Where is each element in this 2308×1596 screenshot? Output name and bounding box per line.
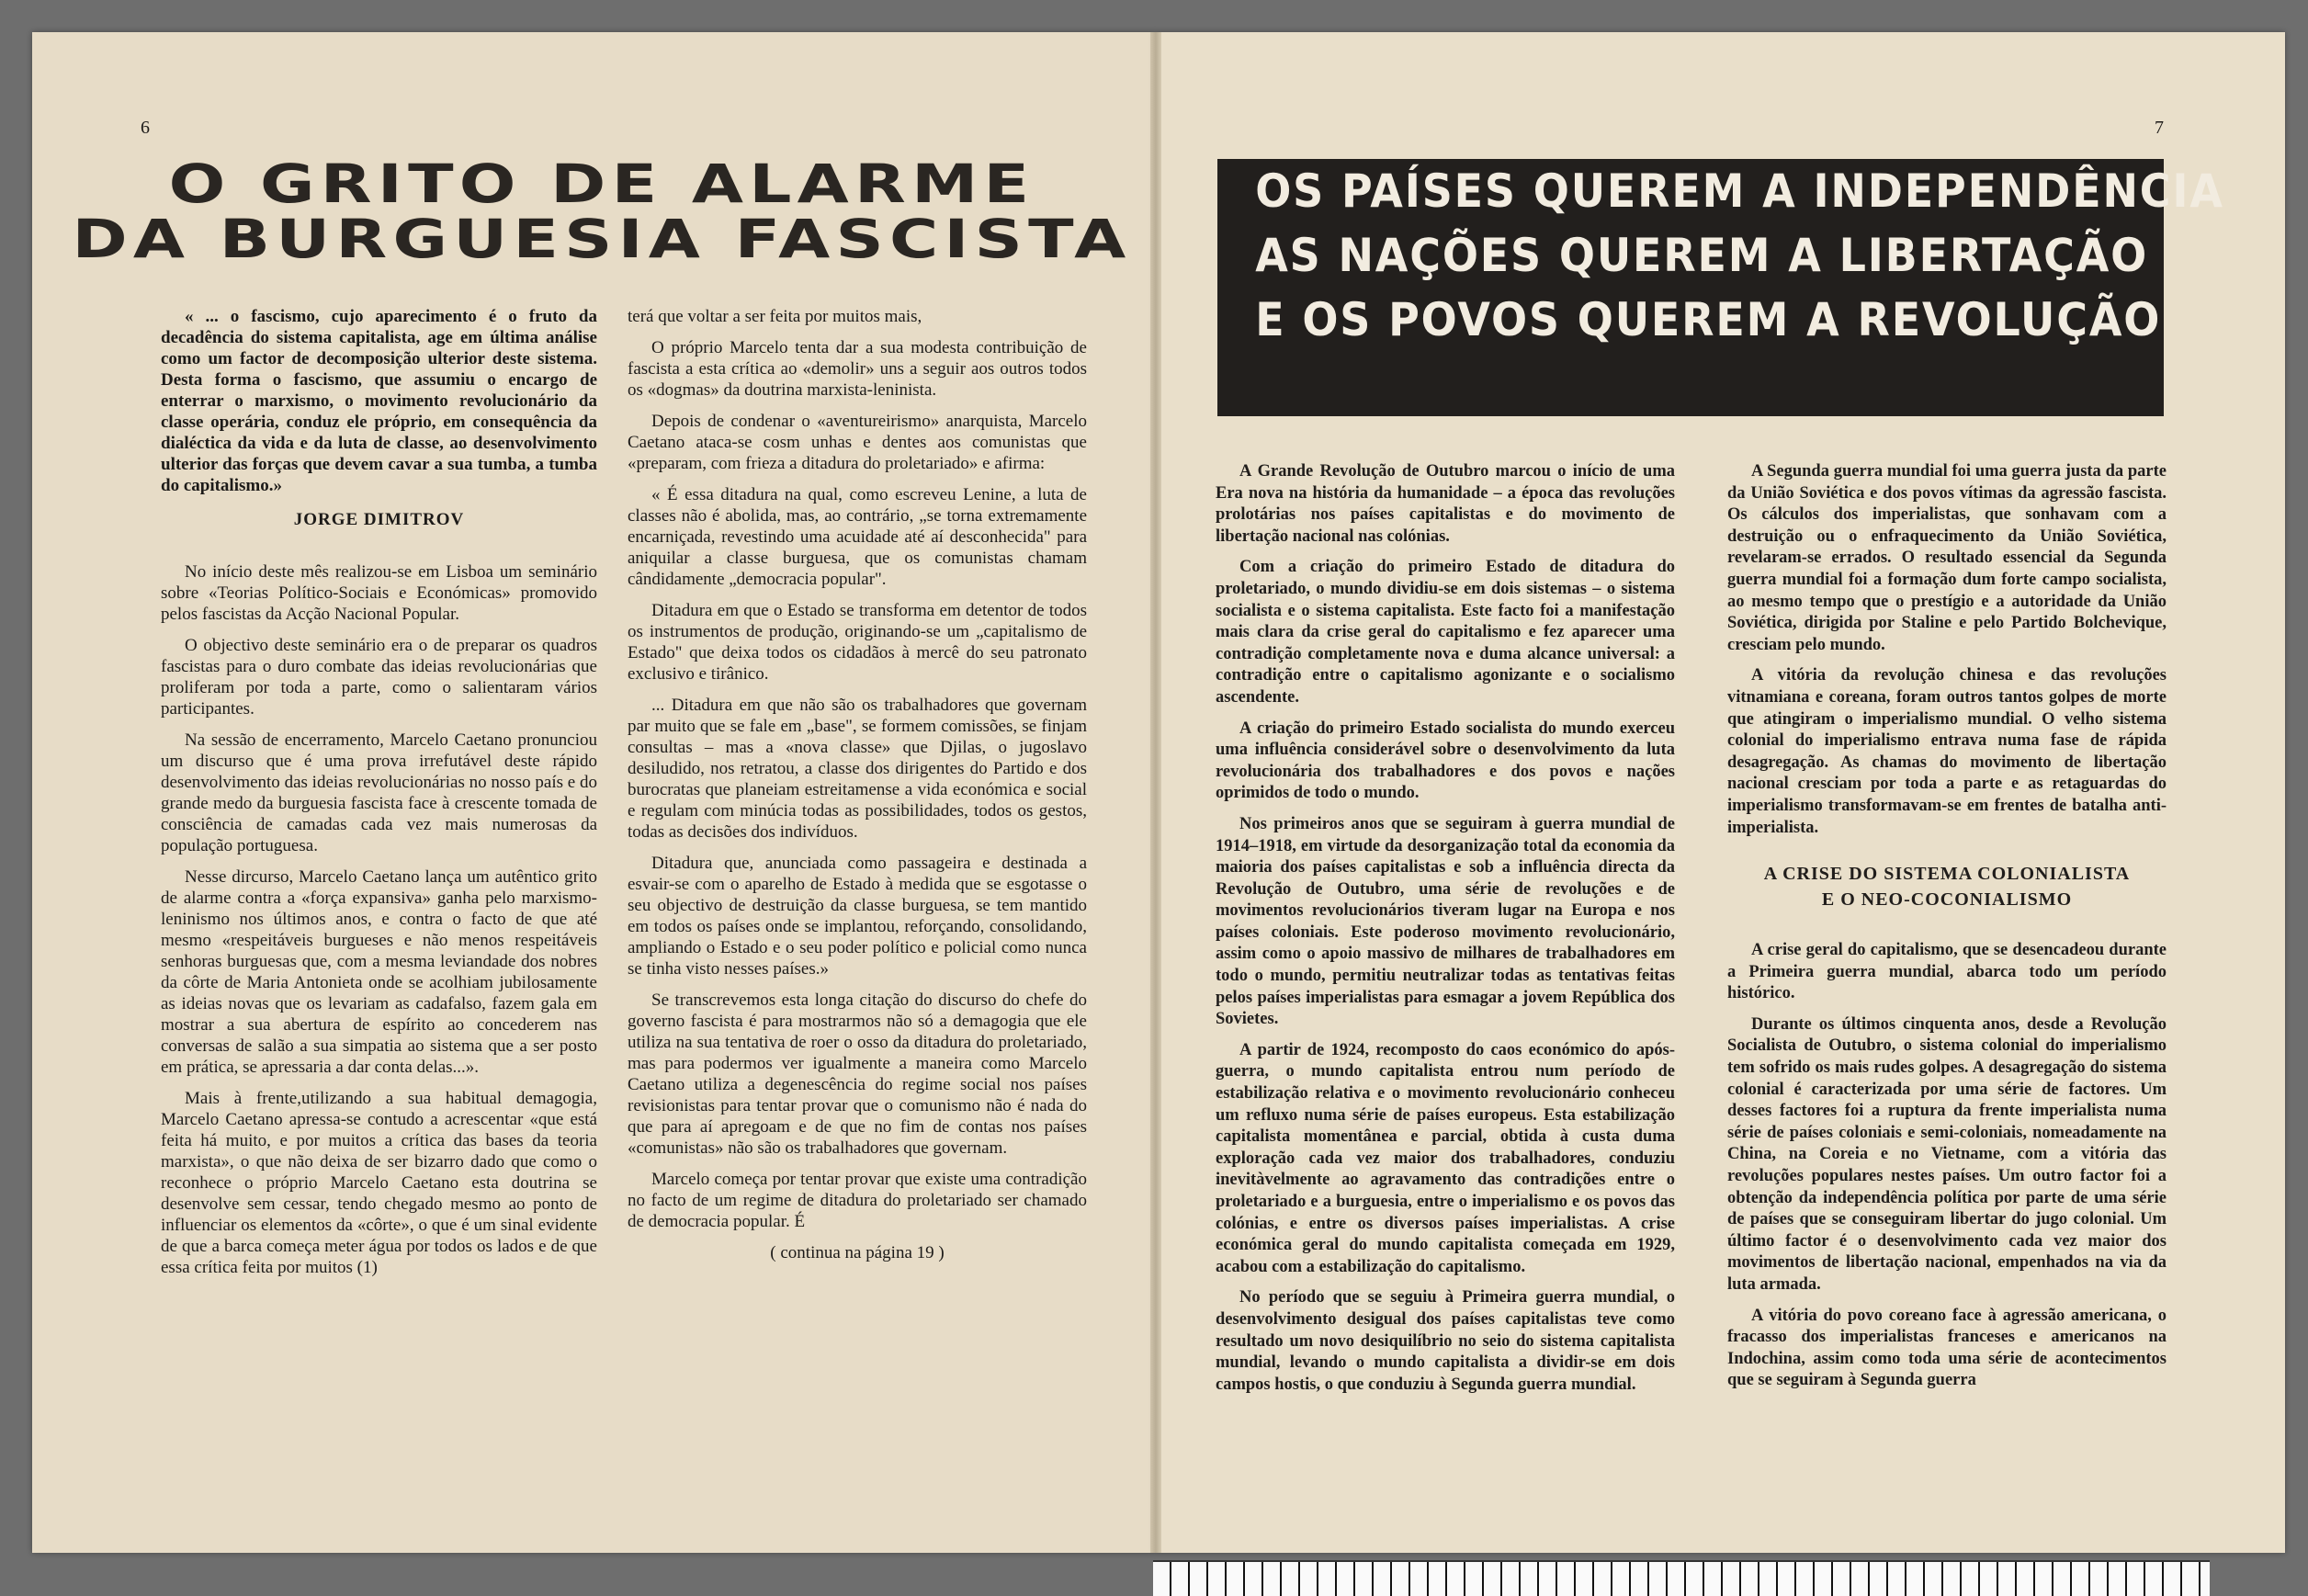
paragraph: Na sessão de encerramento, Marcelo Caetano pronunciou um discurso que é uma prova irrefutável deste rápido desenvolvimento das ideias revolucionárias no nosso país e do grande medo da burguesia fascista face à crescente tomada de consciência de camadas cada vez mais numerosas da população portuguesa.: [161, 730, 597, 855]
epigraph-author: JORGE DIMITROV: [293, 510, 465, 529]
page-number-right: 7: [2155, 118, 2164, 138]
paragraph: No período que se seguiu à Primeira guerra mundial, o desenvolvimento desigual dos países capitalistas teve como resultado um novo desiquilíbrio no seio do sistema capitalista mundial, levando o mundo capitalista a dividir-se em dois campos hostis, o que conduziu à Segunda guerra mundial.: [1216, 1288, 1675, 1394]
title-line-2: DA BURGUESIA FASCISTA: [72, 208, 1132, 270]
left-column-1: [161, 306, 597, 1288]
paragraph: Com a criação do primeiro Estado de ditadura do proletariado, o mundo dividiu-se em dois sistemas – o sistema socialista e o sistema capitalista. Este facto foi a manifestação mais clara da crise geral do capitalismo e fez aparecer uma contradição completamente nova e duma alcance universal: a contradição entre o capitalismo agonizante e o socialismo ascendente.: [1216, 558, 1675, 707]
paragraph: Durante os últimos cinquenta anos, desde a Revolução Socialista de Outubro, o sistema colonial do imperialismo tem sofrido os mais rudes golpes. A desagregação do sistema colonial é caracterizada por uma série de factores. Um desses factores foi a ruptura da frente imperialista numa série de países coloniais e semi-coloniais, nomeadamente na China, na Coreia e no Vietname, com a vitória das revoluções populares nestes países. Um outro factor foi a obtenção da independência política por parte de uma série de países que se conseguiram libertar do jugo colonial. Um último factor é o desenvolvimento cada vez maior dos movimentos de libertação nacional, empenhados na via da luta armada.: [1727, 1014, 2167, 1294]
title-line-1: O GRITO DE ALARME: [168, 153, 1035, 215]
banner-line-2: AS NAÇÕES QUEREM A LIBERTAÇÃO: [1255, 229, 2149, 282]
scan-ruler: [1153, 1560, 2210, 1596]
paragraph: A vitória do povo coreano face à agressão americana, o fracasso dos imperialistas franceses e americanos na Indochina, assim como toda uma série de acontecimentos que se seguiram à Segunda guerra: [1727, 1306, 2167, 1390]
right-column-1: [1216, 461, 1675, 1405]
section-heading-line-1: A CRISE DO SISTEMA COLONIALISTA: [1763, 864, 2131, 885]
paragraph: Depois de condenar o «aventureirismo» anarquista, Marcelo Caetano ataca-se cosm unhas e dentes aos comunistas que «preparam, com frieza a ditadura do proletariado» e afirma:: [628, 412, 1087, 473]
paragraph: terá que voltar a ser feita por muitos mais,: [628, 307, 922, 326]
page-number-left: 6: [141, 118, 150, 138]
paragraph: A Segunda guerra mundial foi uma guerra justa da parte da União Soviética e dos povos vítimas da agressão fascista. Os cálculos dos imperialistas, que sonhavam com a destruição ou o enfraquecimento da União Soviética, revelaram-se errados. O resultado essencial da Segunda guerra mundial foi a formação dum forte campo socialista, ao mesmo tempo que o prestígio e a autoridade da União Soviética, dirigida por Staline e pelo Partido Bolchevique, cresciam pelo mundo.: [1727, 462, 2167, 654]
paragraph: Ditadura em que o Estado se transforma em detentor de todos os instrumentos de produção, originando-se um „capitalismo de Estado" que deixa todos os cidadãos à mercê do seu patronato exclusivo e tirânico.: [628, 601, 1087, 684]
continued-note: ( continua na página 19 ): [770, 1243, 945, 1262]
paragraph: A vitória da revolução chinesa e das revoluções vitnamiana e coreana, foram outros tantos golpes de morte que atingiram o imperialismo mundial. O velho sistema colonial do imperialismo entrava numa fase de rápida desagregação. As chamas do movimento de libertação nacional cresciam por toda a parte e as retaguardas do imperialismo transformavam-se em frentes de batalha anti-imperialista.: [1727, 666, 2167, 837]
paragraph: A crise geral do capitalismo, que se desencadeou durante a Primeira guerra mundial, abarca todo um período histórico.: [1727, 941, 2167, 1003]
paragraph: « É essa ditadura na qual, como escreveu Lenine, a luta de classes não é abolida, mas, ao contrário, „se torna extremamente encarniçada, revestindo uma acuidade até aí desconhecida" para aniquilar a classe burguesa, que os comunistas chamam cândidamente „democracia popular".: [628, 485, 1087, 589]
paragraph: O objectivo deste seminário era o de preparar os quadros fascistas para o duro combate das ideias revolucionárias que proliferam por toda a parte, como o salientaram vários participantes.: [161, 636, 597, 719]
section-heading-line-2: E O NEO-COCONIALISMO: [1821, 889, 2073, 911]
paragraph: A partir de 1924, recomposto do caos económico do após-guerra, o mundo capitalista entrou num período de estabilização relativa e o movimento revolucionário conheceu um refluxo numa série de países europeus. Esta estabilização capitalista momentânea e parcial, obtida à custa duma exploração cada vez maior dos trabalhadores, conduziu inevitàvelmente ao agravamento das contradições entre o proletariado e a burguesia, entre o imperialismo e os povos das colónias, e entre os diversos países imperialistas. A crise económica geral do mundo capitalista começada em 1929, acabou com a estabilização do capitalismo.: [1216, 1040, 1675, 1276]
epigraph-quote: « ... o fascismo, cujo aparecimento é o fruto da decadência do sistema capitalista, age em última análise como um factor de decomposição ulterior deste sistema. Desta forma o fascismo, que assumiu o encargo de enterrar o marxismo, o movimento revolucionário da classe operária, conduz ele próprio, em consequência da dialéctica da vida e da luta de classe, ao desenvolvimento ulterior das forças que devem cavar a sua tumba, a tumba do capitalismo.»: [161, 307, 597, 495]
article-title: [0, 153, 1211, 270]
paragraph: Marcelo começa por tentar provar que existe uma contradição no facto de um regime de ditadura do proletariado ser chamado de democracia popular. É: [628, 1170, 1087, 1231]
paragraph: No início deste mês realizou-se em Lisboa um seminário sobre «Teorias Político-Sociais e Económicas» promovido pelos fascistas da Acção Nacional Popular.: [161, 562, 597, 624]
paragraph: Se transcrevemos esta longa citação do discurso do chefe do governo fascista é para mostrarmos não só a demagogia que ele utiliza na sua tentativa de roer o osso da ditadura do proletariado, mas para podermos ver igualmente a maneira como Marcelo Caetano utiliza a degenescência do regime social nos países revisionistas para tentar provar que o comunismo não é nada do que para aí apregoam e de que no fim de contas nos países «comunistas» não são os trabalhadores que governam.: [628, 990, 1087, 1158]
section-heading: [1727, 861, 2167, 912]
paragraph: Nos primeiros anos que se seguiram à guerra mundial de 1914–1918, em virtude da desorganização total da economia da maioria dos países capitalistas e sob a influência directa da Revolução de Outubro, uma série de revoluções e de movimentos revolucionários tiveram lugar na Europa e nos países coloniais. Este poderoso movimento revolucionário, assim como o apoio massivo de milhares de trabalhadores em todo o mundo, permitiu neutralizar todas as tentativas feitas pelos países imperialistas para esmagar a jovem República dos Sovietes.: [1216, 814, 1675, 1029]
banner-line-3: E OS POVOS QUEREM A REVOLUÇÃO: [1255, 293, 2162, 346]
headline-banner: [1217, 159, 2224, 416]
paragraph: Nesse dircurso, Marcelo Caetano lança um autêntico grito de alarme contra a «força expansiva» ganha pelo marxismo-leninismo nos últimos anos, e contra o facto de que até mesmo «respeitáveis burgueses e não menos respeitáveis senhoras burguesas que, com a mesma leviandade dos nobres da côrte de Maria Antonieta onde se acolhiam jubilosamente as ideias novas que os levariam as cadafalso, fazem gala em mostrar a sua abertura de espírito ao concederem nas conversas de salão a sua simpatia ao sistema que a ser posto em prática, se apressaria a dar conta delas...».: [161, 867, 597, 1077]
paragraph: A Grande Revolução de Outubro marcou o início de uma Era nova na história da humanidade – a época das revoluções prolotárias nos países capitalistas e do movimento de libertação nacional nas colónias.: [1216, 462, 1675, 546]
paragraph: O próprio Marcelo tenta dar a sua modesta contribuição de fascista a esta crítica ao «demolir» uns a seguir aos outros todos os «dogmas» da doutrina marxista-leninista.: [628, 338, 1087, 400]
paragraph: Ditadura que, anunciada como passageira e destinada a esvair-se com o aparelho de Estado à medida que se esgotasse o seu objectivo de destruição da classe burguesa, se tem mantido em todos os países onde se implantou, reforçando, consolidando, ampliando o Estado e o seu poder político e policial como nunca se tinha visto nesses países.»: [628, 854, 1087, 979]
paragraph: Mais à frente,utilizando a sua habitual demagogia, Marcelo Caetano apressa-se contudo a acrescentar «que está feita há muito, e por muitos a crítica das bases da teoria marxista», o que não deixa de ser bizarro dado que como o reconhece o próprio Marcelo Caetano esta doutrina se desenvolve sem cessar, tendo chegado mesmo ao ponto de influenciar os elementos da «côrte», o que é um sinal evidente de que a barca começa meter água por todos os lados e de que essa crítica feita por muitos (1): [161, 1089, 597, 1277]
banner-line-1: OS PAÍSES QUEREM A INDEPENDÊNCIA: [1255, 164, 2224, 218]
left-column-2: [628, 306, 1087, 1273]
right-column-2: [1727, 461, 2167, 1401]
paragraph: ... Ditadura em que não são os trabalhadores que governam par muito que se fale em „base", se formem comissões, se finjam consultas – mas a «nova classe» que Djilas, o jugoslavo desiludido, nos retratou, a classe dos dirigentes do Partido e dos burocratas que planeiam estreitamense a vida económica e social e regulam com minúcia todas as possibilidades, todos os gestos, todas as decisões dos indivíduos.: [628, 696, 1087, 842]
paragraph: A criação do primeiro Estado socialista do mundo exerceu uma influência considerável sobre o desenvolvimento da luta revolucionária dos trabalhadores e dos povos e nações oprimidos de todo o mundo.: [1216, 719, 1675, 803]
